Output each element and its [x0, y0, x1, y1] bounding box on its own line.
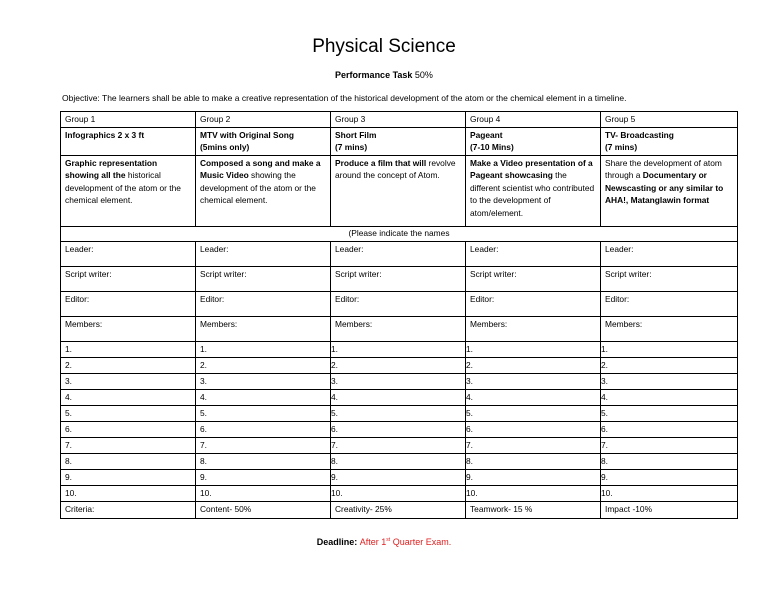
description-cell — [466, 155, 601, 226]
task-cell — [466, 127, 601, 155]
task-cell — [601, 127, 738, 155]
role-cell[interactable]: Editor: — [196, 291, 331, 316]
member-slot[interactable]: 1. — [466, 341, 601, 357]
member-slot[interactable]: 6. — [466, 421, 601, 437]
criteria-cell: Creativity- 25% — [331, 501, 466, 518]
members-row — [61, 316, 738, 341]
member-slot[interactable]: 6. — [196, 421, 331, 437]
role-cell[interactable]: Script writer: — [196, 266, 331, 291]
role-cell[interactable]: Script writer: — [466, 266, 601, 291]
member-slot[interactable]: 3. — [331, 373, 466, 389]
task-name: Short Film — [335, 129, 377, 140]
member-slot[interactable]: 5. — [61, 405, 196, 421]
member-slot[interactable]: 10. — [331, 485, 466, 501]
task-name: Infographics 2 x 3 ft — [65, 129, 145, 140]
member-number-row — [61, 485, 738, 501]
member-number-row — [61, 469, 738, 485]
role-cell: Members: — [196, 316, 331, 341]
member-slot[interactable]: 1. — [196, 341, 331, 357]
task-row — [61, 127, 738, 155]
member-slot[interactable]: 1. — [331, 341, 466, 357]
description-cell — [601, 155, 738, 226]
group-header-row — [61, 112, 738, 128]
member-number-row — [61, 341, 738, 357]
task-cell — [61, 127, 196, 155]
role-cell: Members: — [331, 316, 466, 341]
member-slot[interactable]: 6. — [331, 421, 466, 437]
description-bold: Music Video — [200, 170, 249, 180]
deadline-value-rest: Quarter Exam. — [390, 537, 452, 547]
member-slot[interactable]: 10. — [61, 485, 196, 501]
criteria-cell: Impact -10% — [601, 501, 738, 518]
member-slot[interactable]: 6. — [601, 421, 738, 437]
member-slot[interactable]: 9. — [466, 469, 601, 485]
description-bold: Graphic representation showing all the — [65, 157, 158, 180]
member-slot[interactable]: 8. — [61, 453, 196, 469]
group-header: Group 1 — [61, 112, 196, 128]
task-name: MTV with Original Song — [200, 129, 294, 140]
editor-row — [61, 291, 738, 316]
role-cell[interactable]: Leader: — [466, 241, 601, 266]
member-slot[interactable]: 2. — [331, 357, 466, 373]
task-duration: (5mins only) — [200, 142, 250, 152]
member-number-row — [61, 389, 738, 405]
member-slot[interactable]: 5. — [466, 405, 601, 421]
task-cell — [196, 127, 331, 155]
member-slot[interactable]: 10. — [196, 485, 331, 501]
role-cell[interactable]: Script writer: — [331, 266, 466, 291]
role-cell[interactable]: Leader: — [61, 241, 196, 266]
criteria-cell: Content- 50% — [196, 501, 331, 518]
description-cell — [196, 155, 331, 226]
member-slot[interactable]: 3. — [601, 373, 738, 389]
member-slot[interactable]: 4. — [601, 389, 738, 405]
member-slot[interactable]: 2. — [61, 357, 196, 373]
deadline-label: Deadline: — [316, 537, 360, 547]
role-cell[interactable]: Script writer: — [61, 266, 196, 291]
member-slot[interactable]: 6. — [61, 421, 196, 437]
member-slot[interactable]: 8. — [466, 453, 601, 469]
member-slot[interactable]: 4. — [196, 389, 331, 405]
task-duration: (7 mins) — [335, 142, 368, 152]
member-slot[interactable]: 7. — [61, 437, 196, 453]
member-slot[interactable]: 9. — [61, 469, 196, 485]
member-slot[interactable]: 5. — [196, 405, 331, 421]
member-slot[interactable]: 7. — [601, 437, 738, 453]
deadline-line — [0, 537, 768, 547]
description-cell — [331, 155, 466, 226]
member-slot[interactable]: 3. — [61, 373, 196, 389]
leader-row — [61, 241, 738, 266]
description-text: showing the development of the atom or the chemical element. — [200, 170, 316, 205]
member-slot[interactable]: 8. — [196, 453, 331, 469]
description-bold: Composed a song and make a — [200, 157, 321, 168]
member-slot[interactable]: 9. — [196, 469, 331, 485]
member-slot[interactable]: 2. — [466, 357, 601, 373]
member-rows — [61, 341, 738, 501]
role-cell[interactable]: Editor: — [61, 291, 196, 316]
member-slot[interactable]: 4. — [61, 389, 196, 405]
group-header: Group 2 — [196, 112, 331, 128]
description-text: the different scientist who contributed to the development of atom/element. — [470, 170, 595, 218]
description-bold: Produce a film that will — [335, 157, 427, 168]
description-bold: Documentary or Newscasting or any similar to AHA!, Matanglawin format — [605, 170, 724, 205]
role-cell[interactable]: Leader: — [601, 241, 738, 266]
member-slot[interactable]: 9. — [601, 469, 738, 485]
deadline-superscript: st — [386, 537, 391, 543]
member-slot[interactable]: 10. — [466, 485, 601, 501]
page-title: Physical Science — [312, 36, 456, 57]
role-cell[interactable]: Script writer: — [601, 266, 738, 291]
member-slot[interactable]: 3. — [196, 373, 331, 389]
member-slot[interactable]: 8. — [601, 453, 738, 469]
role-cell[interactable]: Editor: — [601, 291, 738, 316]
criteria-row — [61, 501, 738, 518]
member-slot[interactable]: 2. — [196, 357, 331, 373]
member-number-row — [61, 405, 738, 421]
description-text: historical development of the atom or the chemical element. — [65, 170, 181, 205]
member-slot[interactable]: 9. — [331, 469, 466, 485]
names-note-row — [61, 226, 738, 241]
member-slot[interactable]: 3. — [466, 373, 601, 389]
performance-task-table — [60, 111, 738, 519]
member-slot[interactable]: 7. — [466, 437, 601, 453]
member-number-row — [61, 453, 738, 469]
task-name: Pageant — [470, 129, 503, 140]
member-slot[interactable]: 1. — [61, 341, 196, 357]
criteria-cell: Teamwork- 15 % — [466, 501, 601, 518]
member-slot[interactable]: 7. — [331, 437, 466, 453]
role-cell[interactable]: Editor: — [466, 291, 601, 316]
member-slot[interactable]: 5. — [601, 405, 738, 421]
member-number-row — [61, 357, 738, 373]
description-text: revolve around the concept of Atom. — [335, 157, 456, 180]
member-slot[interactable]: 7. — [196, 437, 331, 453]
member-slot[interactable]: 5. — [331, 405, 466, 421]
task-cell — [331, 127, 466, 155]
member-slot[interactable]: 2. — [601, 357, 738, 373]
role-cell[interactable]: Leader: — [196, 241, 331, 266]
script-writer-row — [61, 266, 738, 291]
member-slot[interactable]: 4. — [331, 389, 466, 405]
role-cell: Members: — [601, 316, 738, 341]
group-header: Group 3 — [331, 112, 466, 128]
member-slot[interactable]: 1. — [601, 341, 738, 357]
subtitle-percent: 50% — [412, 70, 433, 80]
names-note: (Please indicate the names — [61, 226, 738, 241]
task-duration: (7-10 Mins) — [470, 142, 514, 152]
task-name: TV- Broadcasting — [605, 129, 674, 140]
role-cell[interactable]: Editor: — [331, 291, 466, 316]
task-duration: (7 mins) — [605, 142, 638, 152]
member-number-row — [61, 421, 738, 437]
performance-task-subtitle — [0, 70, 768, 80]
role-cell[interactable]: Leader: — [331, 241, 466, 266]
deadline-value: After 1 — [359, 537, 387, 547]
role-cell: Members: — [466, 316, 601, 341]
group-header: Group 4 — [466, 112, 601, 128]
criteria-cell: Criteria: — [61, 501, 196, 518]
description-bold: Make a Video presentation of a Pageant showcasing — [470, 157, 593, 180]
role-cell: Members: — [61, 316, 196, 341]
member-slot[interactable]: 8. — [331, 453, 466, 469]
description-cell — [61, 155, 196, 226]
member-slot[interactable]: 10. — [601, 485, 738, 501]
group-header: Group 5 — [601, 112, 738, 128]
member-number-row — [61, 437, 738, 453]
objective-text: Objective: The learners shall be able to make a creative representation of the historical development of the atom or the chemical element in a timeline. — [62, 93, 627, 103]
subtitle-bold: Performance Task — [335, 70, 413, 80]
description-row — [61, 155, 738, 226]
description-text: Share the development of atom through a — [605, 157, 722, 180]
member-slot[interactable]: 4. — [466, 389, 601, 405]
member-number-row — [61, 373, 738, 389]
